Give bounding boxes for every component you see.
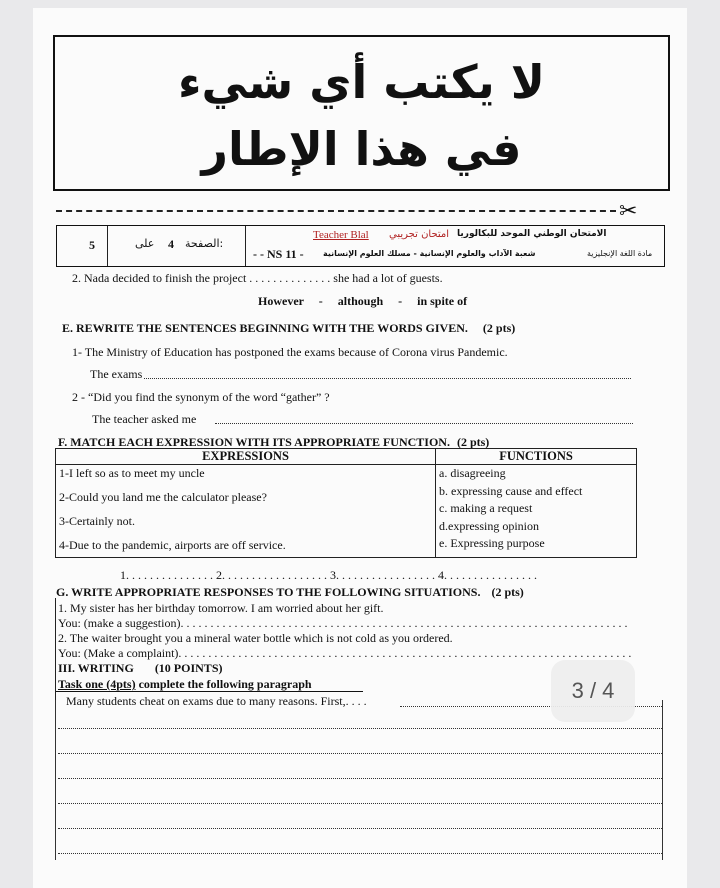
- question-2-options: [258, 294, 467, 309]
- col-functions: FUNCTIONS: [436, 449, 637, 465]
- writing-prompt: Many students cheat on exams due to many reasons. First,. . . .: [66, 694, 367, 708]
- page-current: 4: [168, 237, 174, 251]
- function-a: a. disagreeing: [439, 466, 506, 480]
- writing-line-3[interactable]: [58, 753, 662, 754]
- writing-frame-left: [55, 700, 56, 860]
- option-separator: -: [398, 294, 403, 308]
- section-f-heading: F. MATCH EACH EXPRESSION WITH ITS APPROPRIATE FUNCTION.: [58, 435, 450, 449]
- exam-stream: شعبة الآداب والعلوم الإنسانية - مسلك العلوم الإنسانية: [323, 249, 536, 258]
- situation-2-response[interactable]: You: (Make a complaint). . . . . . . . . . . . . . . . . . . . . . . . . . . . . . . . . . . . . . . . . . . . . . . . . . . . . . . . . . . . . . . . . . . . . . . . . . . .: [58, 646, 632, 660]
- col-expressions: EXPRESSIONS: [56, 449, 436, 465]
- writing-points: (10 POINTS): [154, 661, 223, 675]
- section-g-points: (2 pts): [491, 585, 524, 599]
- match-answer-line[interactable]: 1. . . . . . . . . . . . . . . 2. . . . . . . . . . . . . . . . . . 3. . . . . . . . . . . . . . . . . 4. . . . . . . . . . . . . . . .: [120, 568, 537, 582]
- section-e-item-2-start: The teacher asked me: [92, 412, 197, 426]
- section-g-bar: [55, 598, 56, 700]
- situation-1-response[interactable]: You: (make a suggestion). . . . . . . . . . . . . . . . . . . . . . . . . . . . . . . . . . . . . . . . . . . . . . . . . . . . . . . . . . . . . . . . . . . . . . . . . . .: [58, 616, 628, 630]
- section-e-heading: E. REWRITE THE SENTENCES BEGINNING WITH THE WORDS GIVEN.: [62, 321, 468, 335]
- function-cells: [436, 465, 637, 558]
- exam-header: [56, 225, 665, 267]
- function-e: e. Expressing purpose: [439, 536, 545, 551]
- match-table: [55, 448, 637, 558]
- do-not-write-box: [53, 35, 670, 191]
- expression-4: 4-Due to the pandemic, airports are off service.: [59, 538, 286, 552]
- exam-note: امتحان تجريبي: [389, 229, 450, 240]
- expression-cells: [56, 465, 436, 558]
- task-label: Task one (4pts): [58, 677, 136, 691]
- option-although: although: [337, 294, 384, 308]
- section-e-item-1-start: The exams: [90, 367, 143, 381]
- page-total-cell: [57, 226, 108, 266]
- section-e-points: (2 pts): [482, 321, 516, 335]
- section-f-points: (2 pts): [456, 435, 490, 449]
- writing-frame-right: [662, 700, 663, 860]
- answer-line-e1[interactable]: [144, 378, 631, 379]
- task-text: complete the following paragraph: [135, 677, 312, 691]
- expression-3: 3-Certainly not.: [59, 514, 135, 528]
- function-b: b. expressing cause and effect: [439, 483, 583, 498]
- exam-title: الامتحان الوطني الموحد للبكالوريا: [457, 229, 607, 239]
- exam-subject: مادة اللغة الإنجليزية: [587, 249, 653, 258]
- question-2: 2. Nada decided to finish the project . . . . . . . . . . . . . . she had a lot of guests.: [72, 271, 443, 285]
- section-e-item-2: 2 - “Did you find the synonym of the word “gather” ?: [72, 390, 330, 404]
- scissors-icon: ✂: [619, 198, 638, 223]
- option-however: However: [258, 294, 304, 308]
- section-g-title: [56, 585, 524, 600]
- answer-line-e2[interactable]: [215, 423, 633, 424]
- teacher-name: Teacher Blal: [313, 229, 369, 241]
- banner-line-2: في هذا الإطار: [201, 122, 522, 176]
- section-g-heading: G. WRITE APPROPRIATE RESPONSES TO THE FOLLOWING SITUATIONS.: [56, 585, 481, 599]
- writing-line-4[interactable]: [58, 778, 662, 779]
- function-d: d.expressing opinion: [439, 518, 539, 533]
- page-indicator[interactable]: 3 / 4: [551, 660, 635, 722]
- section-e-title: [62, 321, 515, 336]
- page-label: الصفحة:: [185, 237, 224, 250]
- page-of-label: على: [135, 237, 155, 250]
- writing-line-7[interactable]: [58, 853, 662, 854]
- option-separator: -: [318, 294, 323, 308]
- expression-2: 2-Could you land me the calculator please?: [59, 490, 267, 504]
- option-in-spite-of: in spite of: [417, 294, 468, 308]
- banner-line-1: لا يكتب أي شيء: [177, 55, 545, 109]
- writing-line-2[interactable]: [58, 728, 662, 729]
- writing-line-5[interactable]: [58, 803, 662, 804]
- expression-1: 1-I left so as to meet my uncle: [59, 466, 205, 480]
- page-total: 5: [89, 238, 95, 252]
- exam-code: - - NS 11 -: [253, 247, 304, 261]
- writing-title: [58, 661, 222, 676]
- situation-1: 1. My sister has her birthday tomorrow. I am worried about her gift.: [58, 601, 384, 615]
- task-one: [58, 677, 312, 692]
- task-underline: [56, 691, 363, 692]
- situation-2: 2. The waiter brought you a mineral water bottle which is not cold as you ordered.: [58, 631, 453, 645]
- section-e-item-1: 1- The Ministry of Education has postponed the exams because of Corona virus Pandemic.: [72, 345, 508, 359]
- function-c: c. making a request: [439, 501, 533, 516]
- writing-heading: III. WRITING: [58, 661, 134, 675]
- header-divider: [245, 226, 246, 266]
- cut-line: [56, 210, 616, 212]
- writing-line-6[interactable]: [58, 828, 662, 829]
